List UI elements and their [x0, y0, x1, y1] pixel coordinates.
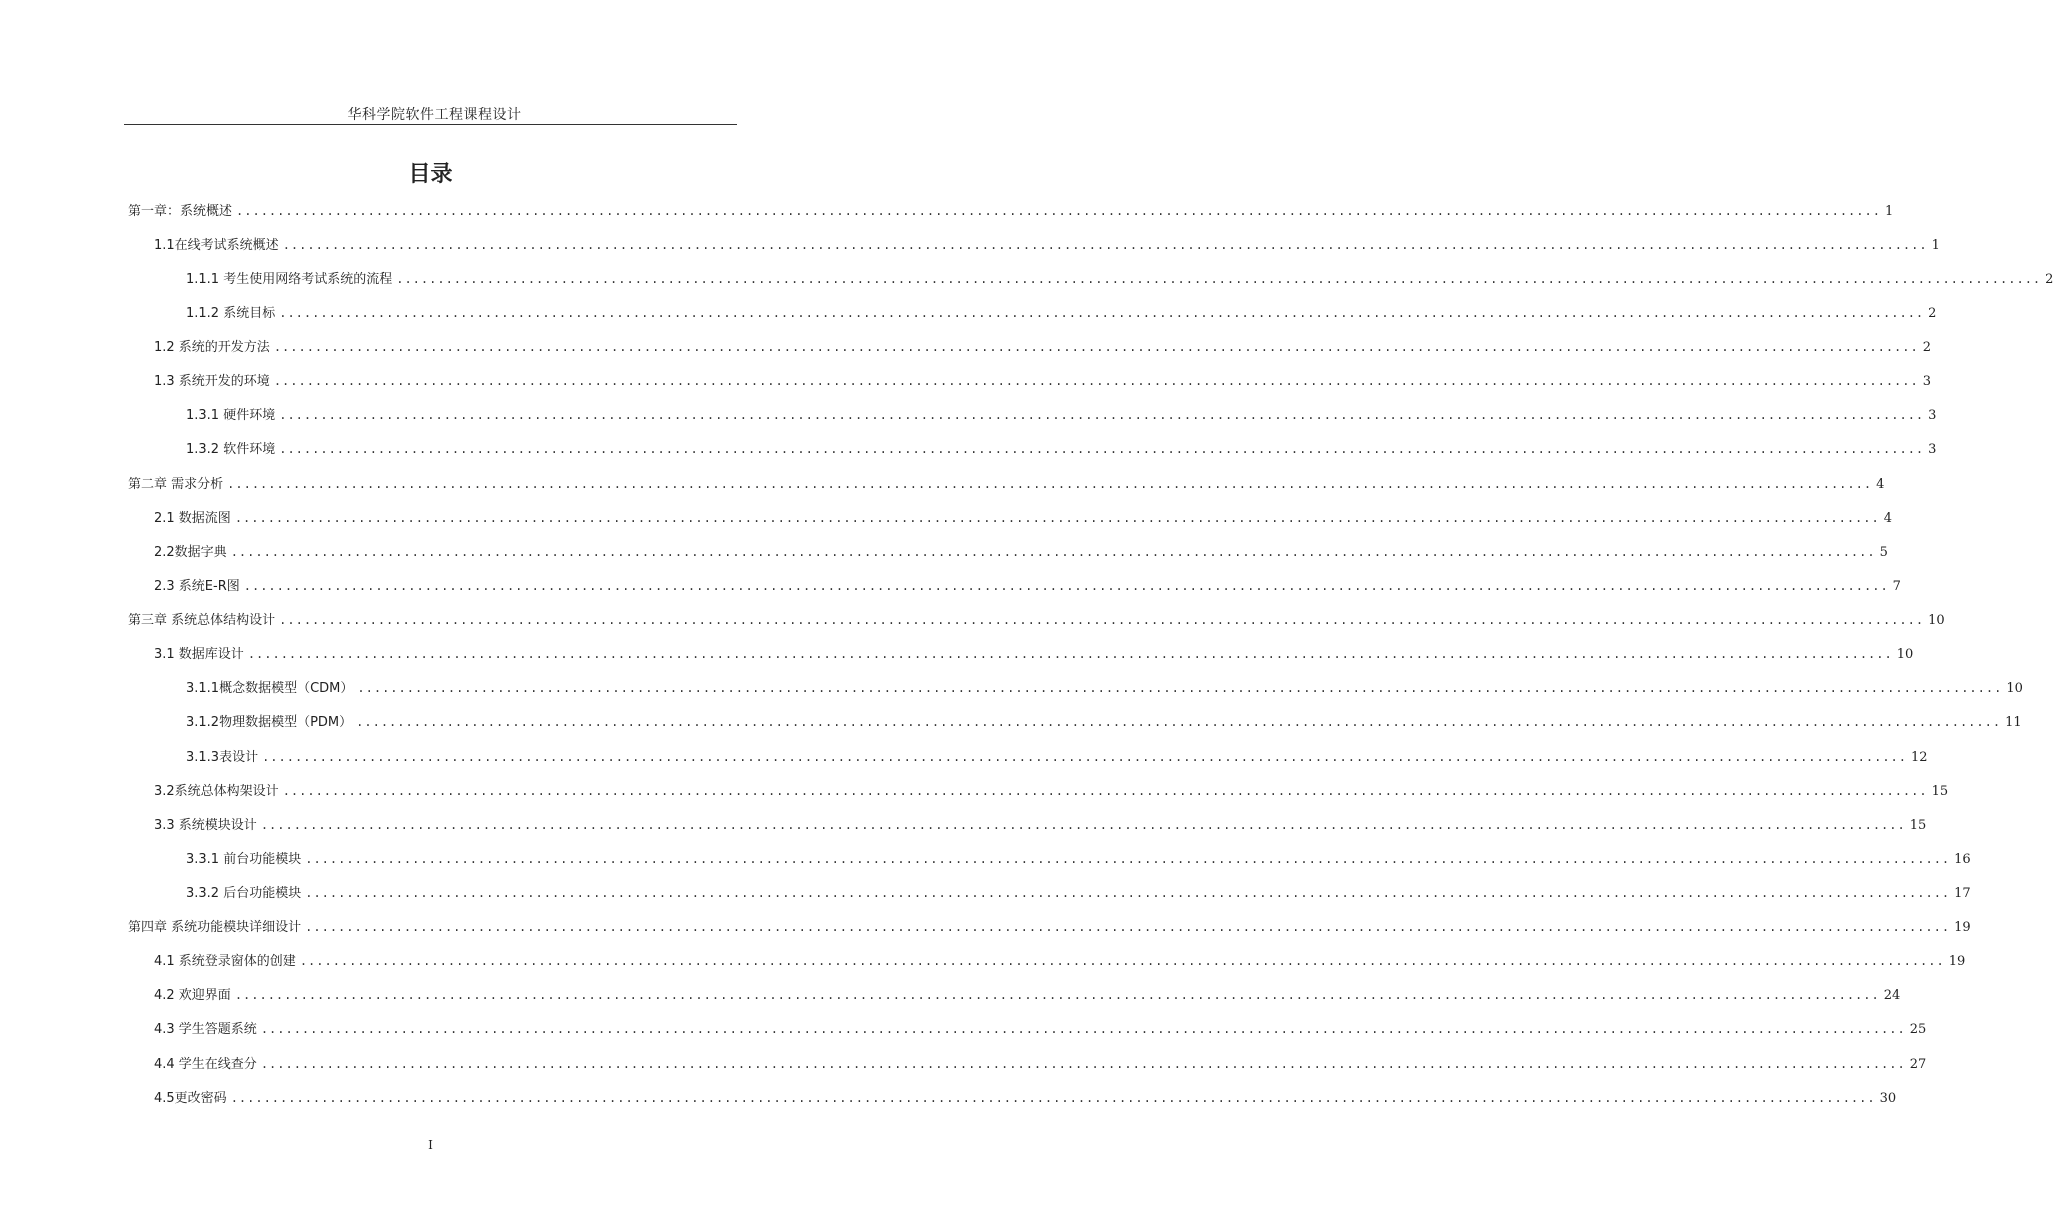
toc-entry[interactable] — [186, 748, 1928, 767]
toc-entry[interactable] — [186, 713, 2022, 732]
toc-entry-page: 19 — [1954, 920, 1971, 935]
toc-entry-page: 10 — [1928, 613, 1945, 628]
toc-entry-page: 4 — [1883, 511, 1893, 526]
toc-entry[interactable] — [154, 952, 1966, 971]
dot-leader: ........................................................................................................................................................................................................ — [260, 818, 1906, 832]
toc-entry[interactable] — [128, 611, 1945, 630]
toc-entry-label: 3.1 数据库设计 — [154, 647, 244, 662]
page-header-title: 华科学院软件工程课程设计 — [347, 107, 522, 123]
toc-entry-label: 4.3 学生答题系统 — [154, 1022, 257, 1037]
toc-entry-label: 1.3.1 硬件环境 — [186, 408, 276, 423]
toc-entry-label: 1.1在线考试系统概述 — [154, 238, 279, 253]
toc-entry[interactable] — [128, 202, 1894, 221]
toc-entry[interactable] — [154, 816, 1927, 835]
toc-entry[interactable] — [186, 850, 1971, 869]
toc-entry[interactable] — [154, 1020, 1927, 1039]
dot-leader: ........................................................................................................................................................................................................ — [234, 511, 1880, 525]
dot-leader: ........................................................................................................................................................................................................ — [279, 442, 1925, 456]
toc-entry-page: 3 — [1928, 442, 1937, 457]
toc-entry[interactable] — [154, 1055, 1927, 1074]
toc-entry-page: 10 — [2006, 681, 2023, 696]
toc-entry[interactable] — [154, 543, 1888, 562]
dot-leader: ........................................................................................................................................................................................................ — [305, 886, 1951, 900]
dot-leader: ........................................................................................................................................................................................................ — [236, 204, 1881, 218]
toc-entry[interactable] — [154, 509, 1893, 528]
toc-entry[interactable] — [186, 406, 1937, 425]
dot-leader: ........................................................................................................................................................................................................ — [230, 1091, 1876, 1105]
toc-entry[interactable] — [186, 440, 1937, 459]
toc-entry-page: 3 — [1928, 408, 1937, 423]
dot-leader: ........................................................................................................................................................................................................ — [243, 579, 1889, 593]
toc-entry-label: 3.1.3表设计 — [186, 750, 259, 765]
toc-entry-label: 4.2 欢迎界面 — [154, 988, 231, 1003]
toc-entry-label: 3.2系统总体构架设计 — [154, 784, 279, 799]
toc-entry[interactable] — [154, 236, 1940, 255]
toc-entry[interactable] — [154, 645, 1914, 664]
toc-entry-label: 第二章 需求分析 — [128, 477, 224, 492]
dot-leader: ........................................................................................................................................................................................................ — [356, 715, 2002, 729]
dot-leader: ........................................................................................................................................................................................................ — [260, 1057, 1906, 1071]
toc-entry-label: 1.1.1 考生使用网络考试系统的流程 — [186, 272, 393, 287]
toc-entry-label: 3.1.1概念数据模型（CDM） — [186, 681, 354, 696]
dot-leader: ........................................................................................................................................................................................................ — [279, 613, 1925, 627]
toc-entry-label: 1.3 系统开发的环境 — [154, 374, 270, 389]
toc-entry[interactable] — [128, 918, 1971, 937]
footer-page-number: I — [428, 1138, 433, 1152]
dot-leader: ........................................................................................................................................................................................................ — [260, 1022, 1906, 1036]
dot-leader: ........................................................................................................................................................................................................ — [262, 750, 1907, 764]
toc-entry-label: 第三章 系统总体结构设计 — [128, 613, 276, 628]
dot-leader: ........................................................................................................................................................................................................ — [279, 408, 1925, 422]
toc-entry-page: 25 — [1909, 1022, 1927, 1037]
toc-entry-page: 16 — [1954, 852, 1971, 867]
toc-entry-label: 第四章 系统功能模块详细设计 — [128, 920, 302, 935]
toc-entry[interactable] — [128, 475, 1885, 494]
dot-leader: ........................................................................................................................................................................................................ — [279, 306, 1925, 320]
toc-entry-label: 3.3 系统模块设计 — [154, 818, 257, 833]
toc-entry[interactable] — [154, 372, 1932, 391]
dot-leader: ........................................................................................................................................................................................................ — [273, 374, 1919, 388]
dot-leader: ........................................................................................................................................................................................................ — [230, 545, 1876, 559]
toc-entry-page: 2 — [1922, 340, 1932, 355]
toc-entry-label: 4.5更改密码 — [154, 1091, 227, 1106]
toc-entry-page: 2 — [2045, 272, 2053, 287]
toc-entry-page: 3 — [1922, 374, 1932, 389]
toc-entry-page: 7 — [1892, 579, 1901, 594]
toc-entry-page: 24 — [1883, 988, 1901, 1003]
dot-leader: ........................................................................................................................................................................................................ — [234, 988, 1880, 1002]
toc-entry[interactable] — [186, 679, 2023, 698]
dot-leader: ........................................................................................................................................................................................................ — [273, 340, 1919, 354]
toc-entry-page: 1 — [1931, 238, 1940, 253]
toc-entry-page: 15 — [1909, 818, 1927, 833]
toc-entry-label: 2.3 系统E-R图 — [154, 579, 240, 594]
toc-entry[interactable] — [154, 986, 1901, 1005]
dot-leader: ........................................................................................................................................................................................................ — [299, 954, 1945, 968]
toc-entry[interactable] — [154, 338, 1932, 357]
dot-leader: ........................................................................................................................................................................................................ — [282, 784, 1928, 798]
toc-entry-label: 4.4 学生在线查分 — [154, 1057, 257, 1072]
toc-entry-label: 2.2数据字典 — [154, 545, 227, 560]
toc-entry-page: 19 — [1948, 954, 1966, 969]
toc-entry[interactable] — [154, 1089, 1897, 1108]
toc-entry-label: 第一章：系统概述 — [128, 204, 233, 219]
dot-leader: ........................................................................................................................................................................................................ — [305, 920, 1951, 934]
toc-entry-page: 12 — [1911, 750, 1928, 765]
toc-entry-page: 17 — [1954, 886, 1971, 901]
toc-entry-page: 4 — [1876, 477, 1885, 492]
dot-leader: ........................................................................................................................................................................................................ — [396, 272, 2042, 286]
dot-leader: ........................................................................................................................................................................................................ — [282, 238, 1928, 252]
toc-entry-label: 4.1 系统登录窗体的创建 — [154, 954, 296, 969]
toc-entry-page: 11 — [2005, 715, 2022, 730]
dot-leader: ........................................................................................................................................................................................................ — [357, 681, 2003, 695]
toc-entry-page: 10 — [1896, 647, 1914, 662]
toc-entry[interactable] — [154, 577, 1901, 596]
dot-leader: ........................................................................................................................................................................................................ — [227, 477, 1873, 491]
toc-entry-label: 3.3.2 后台功能模块 — [186, 886, 302, 901]
toc-entry-page: 2 — [1928, 306, 1937, 321]
toc-entry[interactable] — [154, 782, 1949, 801]
toc-heading: 目录 — [408, 162, 453, 187]
toc-entry-page: 15 — [1931, 784, 1949, 799]
toc-entry-label: 3.3.1 前台功能模块 — [186, 852, 302, 867]
toc-entry[interactable] — [186, 884, 1971, 903]
toc-entry-page: 30 — [1879, 1091, 1897, 1106]
toc-entry[interactable] — [186, 270, 2053, 289]
toc-entry-label: 3.1.2物理数据模型（PDM） — [186, 715, 353, 730]
toc-entry[interactable] — [186, 304, 1937, 323]
toc-entry-page: 1 — [1884, 204, 1894, 219]
dot-leader: ........................................................................................................................................................................................................ — [247, 647, 1893, 661]
dot-leader: ........................................................................................................................................................................................................ — [305, 852, 1951, 866]
toc-entry-page: 27 — [1909, 1057, 1927, 1072]
toc-entry-label: 1.2 系统的开发方法 — [154, 340, 270, 355]
toc-entry-label: 2.1 数据流图 — [154, 511, 231, 526]
toc-entry-label: 1.3.2 软件环境 — [186, 442, 276, 457]
toc-entry-label: 1.1.2 系统目标 — [186, 306, 276, 321]
toc-entry-page: 5 — [1879, 545, 1888, 560]
